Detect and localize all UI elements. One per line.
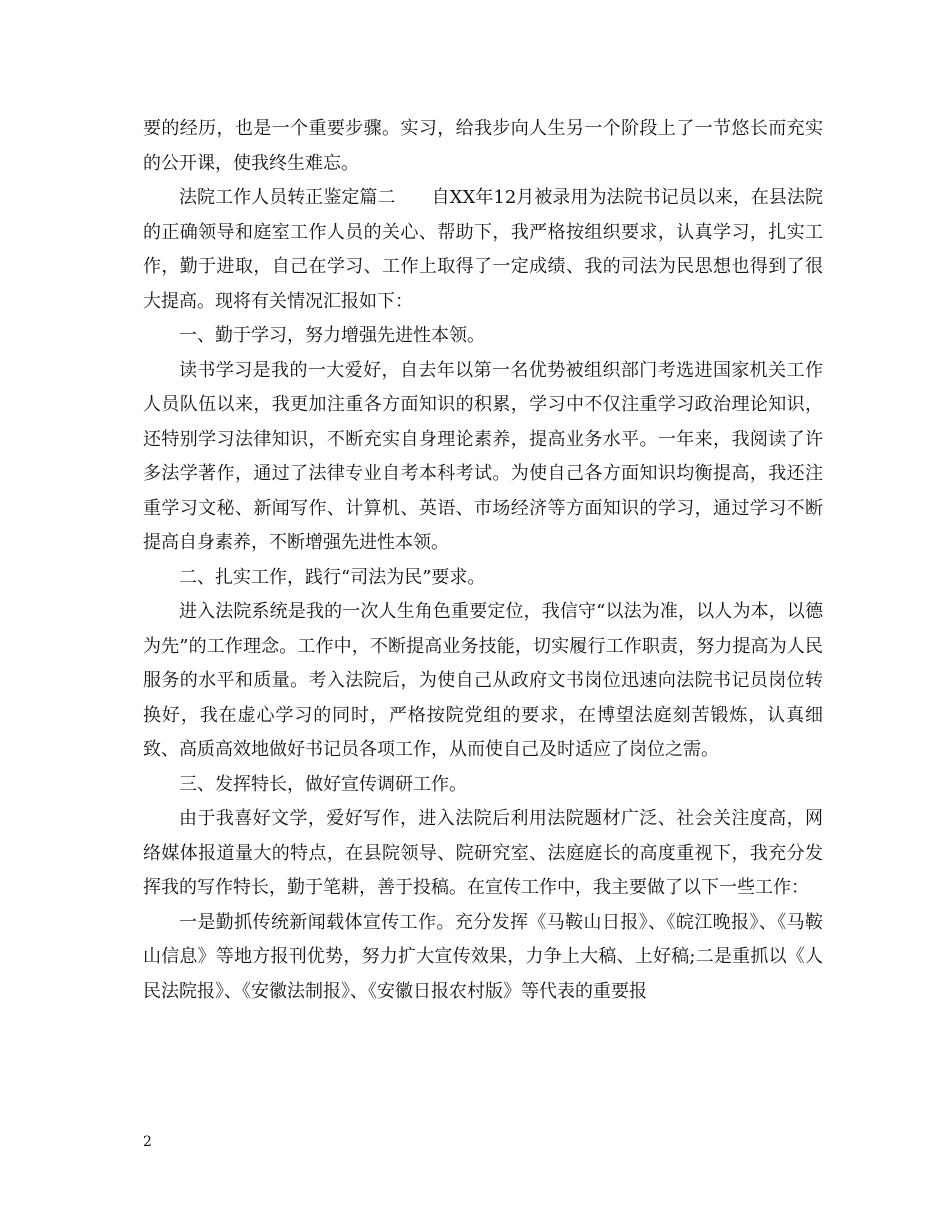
paragraph-continuation: 要的经历，也是一个重要步骤。实习，给我步向人生另一个阶段上了一节悠长而充实的公开课，使我终生难忘。 (143, 118, 823, 174)
paragraph-publicity: 一是勤抓传统新闻载体宣传工作。充分发挥《马鞍山日报》、《皖江晚报》、《马鞍山信息》等地方报刊优势，努力扩大宣传效果，力争上大稿、上好稿;二是重抓以《人民法院报》、《安徽法制报》、《安徽日报农村版》等代表的重要报 (143, 911, 823, 1002)
paragraph-section-intro: 法院工作人员转正鉴定篇二 自XX年12月被录用为法院书记员以来，在县法院的正确领导和庭室工作人员的关心、帮助下，我严格按组织要求，认真学习，扎实工作，勤于进取，自己在学习、工作上取得了一定成绩、我的司法为民思想也得到了很大提高。现将有关情况汇报如下： (143, 187, 823, 312)
section-heading-2: 二、扎实工作，践行“司法为民”要求。 (179, 566, 486, 588)
paragraph-work: 进入法院系统是我的一次人生角色重要定位，我信守“以法为准，以人为本，以德为先”的工作理念。工作中，不断提高业务技能，切实履行工作职责，努力提高为人民服务的水平和质量。考入法院后，为使自己从政府文书岗位迅速向法院书记员岗位转换好，我在虚心学习的同时，严格按院党组的要求，在博望法庭刻苦锻炼，认真细致、高质高效地做好书记员各项工作，从而使自己及时适应了岗位之需。 (143, 601, 823, 760)
section-heading-1: 一、勤于学习，努力增强先进性本领。 (179, 325, 485, 346)
section-heading-3: 三、发挥特长，做好宣传调研工作。 (179, 773, 467, 795)
document-body (143, 112, 823, 1009)
paragraph-study: 读书学习是我的一大爱好，自去年以第一名优势被组织部门考选进国家机关工作人员队伍以来，我更加注重各方面知识的积累，学习中不仅注重学习政治理论知识，还特别学习法律知识，不断充实自身理论素养，提高业务水平。一年来，我阅读了许多法学著作，通过了法律专业自考本科考试。为使自己各方面知识均衡提高，我还注重学习文秘、新闻写作、计算机、英语、市场经济等方面知识的学习，通过学习不断提高自身素养，不断增强先进性本领。 (143, 359, 823, 553)
paragraph-writing: 由于我喜好文学，爱好写作，进入法院后利用法院题材广泛、社会关注度高，网络媒体报道量大的特点，在县院领导、院研究室、法庭庭长的高度重视下，我充分发挥我的写作特长，勤于笔耕，善于投稿。在宣传工作中，我主要做了以下一些工作： (143, 808, 823, 898)
page-number: 2 (143, 1134, 152, 1150)
